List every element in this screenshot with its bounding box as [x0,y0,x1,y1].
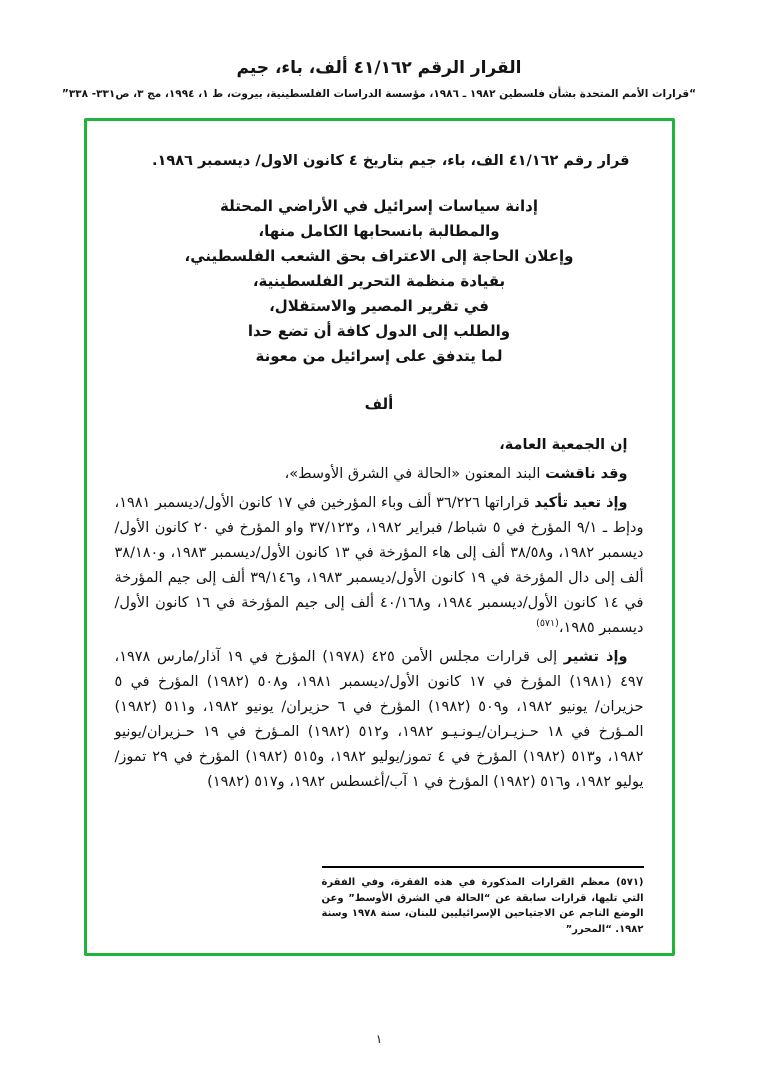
paragraph-lead: إن الجمعية العامة، [499,437,628,453]
footnote-text [322,875,644,937]
resolution-intro: قرار رقم ٤١/١٦٢ الف، باء، جيم بتاريخ ٤ كانون الاول/ ديسمبر ١٩٨٦. [152,153,630,169]
document-source-line: “قرارات الأمم المتحدة بشأن فلسطين ١٩٨٢ ـ ١٩٨٦، مؤسسة الدراسات الفلسطينية، بيروت، ط ١، ١٩٩٤، مج ٣، ص٣٣١- ٣٣٨” [61,88,697,100]
paragraph-text: إلى قرارات مجلس الأمن ٤٢٥ (١٩٧٨) المؤرخ في ١٩ آذار/مارس ١٩٧٨، ٤٩٧ (١٩٨١) المؤرخ في ١٧ كانون الأول/ديسمبر ١٩٨١، و٥٠٨ (١٩٨٢) المؤرخ في ٥ حزيران/ يونيو ١٩٨٢، و٥٠٩ (١٩٨٢) المؤرخ في ٦ حزيران/ يونيو ١٩٨٢، و٥١١ (١٩٨٢) المـؤرخ في ١٨ حـزيـران/يـونـيـو ١٩٨٢، و٥١٢ (١٩٨٢) المـؤرخ في ١٩ حـزيران/يونيو ١٩٨٢، و٥١٣ (١٩٨٢) المؤرخ في ٤ تموز/يوليو ١٩٨٢، و٥١٥ (١٩٨٢) المؤرخ في ٢٩ تموز/يوليو ١٩٨٢، و٥١٦ (١٩٨٢) المؤرخ في ١ آب/أغسطس ١٩٨٢، و٥١٧ (١٩٨٢) [114,649,644,790]
paragraph-preamble [115,433,644,458]
heading-line-6: والطلب إلى الدول كافة أن تضع حدا [247,322,511,340]
heading-line-4: بقيادة منظمة التحرير الفلسطينية، [252,272,506,290]
heading-line-2: والمطالبة بانسحابها الكامل منها، [258,222,500,240]
page-number: ١ [375,1032,383,1046]
paragraph-reaffirming-resolutions [115,491,644,641]
document-title: القرار الرقم ٤١/١٦٢ ألف، باء، جيم [236,58,522,78]
section-marker-alif: ألف [364,395,394,413]
document-header [0,0,758,100]
paragraph-text: البند المعنون «الحالة في الشرق الأوسط»، [284,466,546,482]
heading-line-3: وإعلان الحاجة إلى الاعتراف بحق الشعب الفلسطيني، [184,247,574,265]
paragraph-lead: وإذ تعيد تأكيد [534,495,628,511]
paragraph-text: قراراتها ٣٦/٢٢٦ ألف وباء المؤرخين في ١٧ كانون الأول/ديسمبر ١٩٨١، ودإط ـ ٩/١ المؤرخ في ٥ شباط/ فبراير ١٩٨٢، و٣٧/١٢٣ واو المؤرخ في ٢٠ كانون الأول/ ديسمبر ١٩٨٢، و٣٨/٥٨ ألف إلى هاء المؤرخة في ١٣ كانون الأول/ديسمبر ١٩٨٣، و٣٨/١٨٠ ألف إلى دال المؤرخة في ١٩ كانون الأول/ديسمبر ١٩٨٣، و٣٩/١٤٦ ألف إلى جيم المؤرخة في ١٤ كانون الأول/ديسمبر ١٩٨٤، و٤٠/١٦٨ ألف إلى جيم المؤرخة في ١٦ كانون الأول/ديسمبر ١٩٨٥، [114,495,644,636]
footnote-block [322,852,644,937]
resolution-box [84,118,675,956]
paragraph-recalling-security-council [115,645,644,795]
heading-line-1: إدانة سياسات إسرائيل في الأراضي المحتلة [219,197,539,215]
heading-line-5: في تقرير المصير والاستقلال، [269,297,489,315]
footnote-marker: (٥٧١) [616,877,644,888]
footnote-body: معظم القرارات المذكورة في هذه الفقرة، وفي الفقرة التي تليها، قرارات سابقة عن “الحالة في الشرق الأوسط” وعن الوضع الناجم عن الاجتياحين الإسرائيليين للبنان، سنة ١٩٧٨ وسنة ١٩٨٢. “المحرر” [321,877,644,935]
resolution-heading [115,194,644,369]
paragraph-discussed-item [115,462,644,487]
paragraph-lead: وإذ تشير [563,649,628,665]
paragraph-lead: وقد ناقشت [545,466,628,482]
footnote-reference: (٥٧١) [536,618,559,630]
heading-line-7: لما يتدفق على إسرائيل من معونة [255,347,503,365]
footnote-rule [322,866,644,868]
